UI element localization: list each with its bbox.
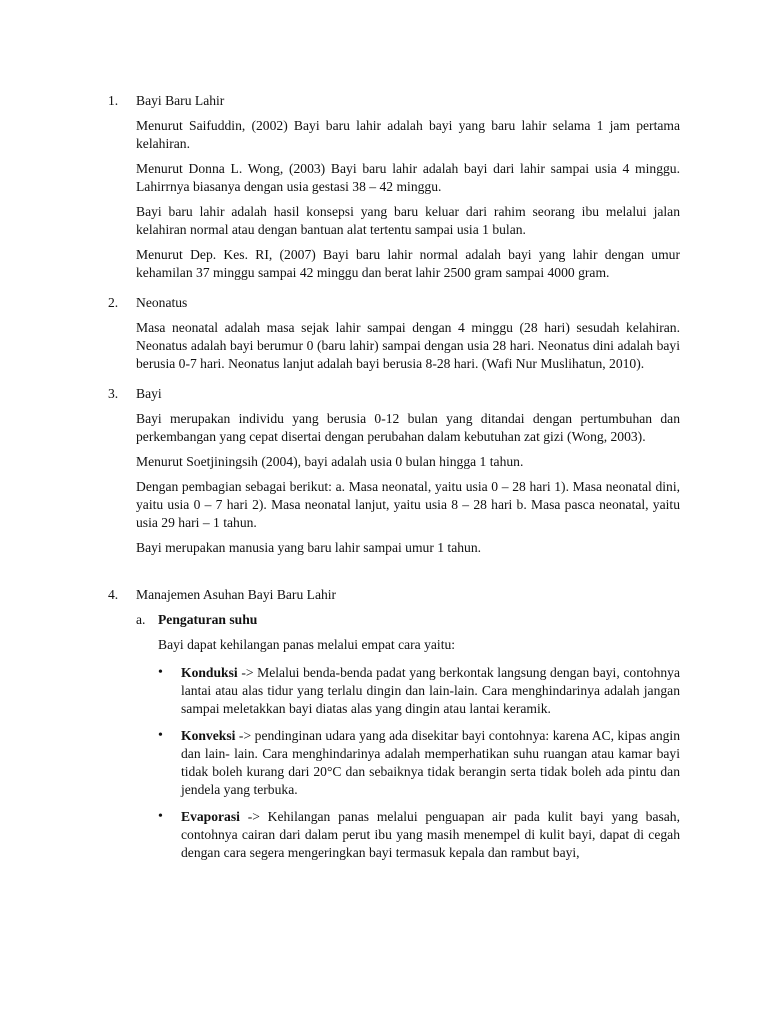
section-heading-3 (108, 385, 680, 403)
paragraph: Menurut Soetjiningsih (2004), bayi adalah usia 0 bulan hingga 1 tahun. (136, 454, 524, 469)
section-number: 4. (108, 587, 119, 602)
subsection-letter: a. (136, 612, 146, 627)
section-title: Bayi Baru Lahir (136, 93, 225, 108)
list-item-text (181, 664, 680, 718)
section-title: Neonatus (136, 295, 188, 310)
bullet-icon: • (158, 665, 163, 680)
blank-line (108, 564, 680, 586)
section-heading-2 (108, 294, 680, 312)
list-item (158, 664, 680, 718)
list-item-term: Konveksi (181, 728, 236, 743)
paragraph: Bayi baru lahir adalah hasil konsepsi yang baru keluar dari rahim seorang ibu melalui jalan kelahiran normal atau dengan bantuan alat tertentu sampai usia 1 bulan. (136, 204, 680, 237)
section-heading-1 (108, 92, 680, 110)
paragraph: Menurut Saifuddin, (2002) Bayi baru lahir adalah bayi yang baru lahir selama 1 jam pertama kelahiran. (136, 118, 680, 151)
paragraph: Dengan pembagian sebagai berikut: a. Masa neonatal, yaitu usia 0 – 28 hari 1). Masa neonatal dini, yaitu usia 0 – 7 hari 2). Masa neonatal lanjut, yaitu usia 8 – 28 hari b. Masa pasca neonatal, yaitu usia 29 hari – 1 tahun. (136, 479, 680, 530)
list-item-text (181, 727, 680, 799)
list-item-description: -> Melalui benda-benda padat yang berkontak langsung dengan bayi, contohnya lantai atau alas tidur yang terlalu dingin dan lain-lain. Cara menghindarinya adalah jangan sampai meletakkan bayi diatas alas yang dingin atau lantai keramik. (181, 665, 680, 716)
section-number: 1. (108, 93, 119, 108)
list-item-text (181, 808, 680, 862)
list-item-description: -> pendinginan udara yang ada disekitar bayi contohnya: karena AC, kipas angin dan lain- lain. Cara menghindarinya adalah memperhatikan suhu ruangan atau kamar bayi tidak boleh kurang dari 20°C dan sebaiknya tidak berangin serta tidak boleh ada pintu dan jendela yang terbuka. (181, 728, 680, 797)
bullet-icon: • (158, 728, 163, 743)
subsection-intro: Bayi dapat kehilangan panas melalui empat cara yaitu: (158, 637, 456, 652)
paragraph: Bayi merupakan manusia yang baru lahir sampai umur 1 tahun. (136, 540, 482, 555)
list-item-term: Evaporasi (181, 809, 240, 824)
subsection-title: Pengaturan suhu (158, 612, 258, 627)
paragraph: Bayi merupakan individu yang berusia 0-12 bulan yang ditandai dengan pertumbuhan dan perkembangan yang cepat disertai dengan perubahan dalam kebutuhan zat gizi (Wong, 2003). (136, 411, 680, 444)
list-item (158, 808, 680, 862)
section-heading-4 (108, 586, 680, 604)
paragraph: Menurut Donna L. Wong, (2003) Bayi baru lahir adalah bayi dari lahir sampai usia 4 minggu. Lahirrnya biasanya dengan usia gestasi 38 – 42 minggu. (136, 161, 680, 194)
subsection-heading (136, 611, 680, 629)
section-title: Manajemen Asuhan Bayi Baru Lahir (136, 587, 337, 602)
paragraph: Masa neonatal adalah masa sejak lahir sampai dengan 4 minggu (28 hari) sesudah kelahiran. Neonatus adalah bayi berumur 0 (baru lahir) sampai dengan usia 28 hari. Neonatus dini adalah bayi berusia 0-7 hari. Neonatus lanjut adalah bayi berusia 8-28 hari. (Wafi Nur Muslihatun, 2010). (136, 320, 680, 371)
bullet-icon: • (158, 809, 163, 824)
list-item-description: -> Kehilangan panas melalui penguapan air pada kulit bayi yang basah, contohnya cairan dari dalam perut ibu yang masih menempel di kulit bayi, dapat di cegah dengan cara segera mengeringkan bayi termasuk kepala dan rambut bayi, (181, 809, 680, 860)
list-item-term: Konduksi (181, 665, 238, 680)
paragraph: Menurut Dep. Kes. RI, (2007) Bayi baru lahir normal adalah bayi yang lahir dengan umur kehamilan 37 minggu sampai 42 minggu dan berat lahir 2500 gram sampai 4000 gram. (136, 247, 680, 280)
section-number: 2. (108, 295, 119, 310)
list-item (158, 727, 680, 799)
section-title: Bayi (136, 386, 162, 401)
section-number: 3. (108, 386, 119, 401)
document-body (108, 92, 680, 871)
